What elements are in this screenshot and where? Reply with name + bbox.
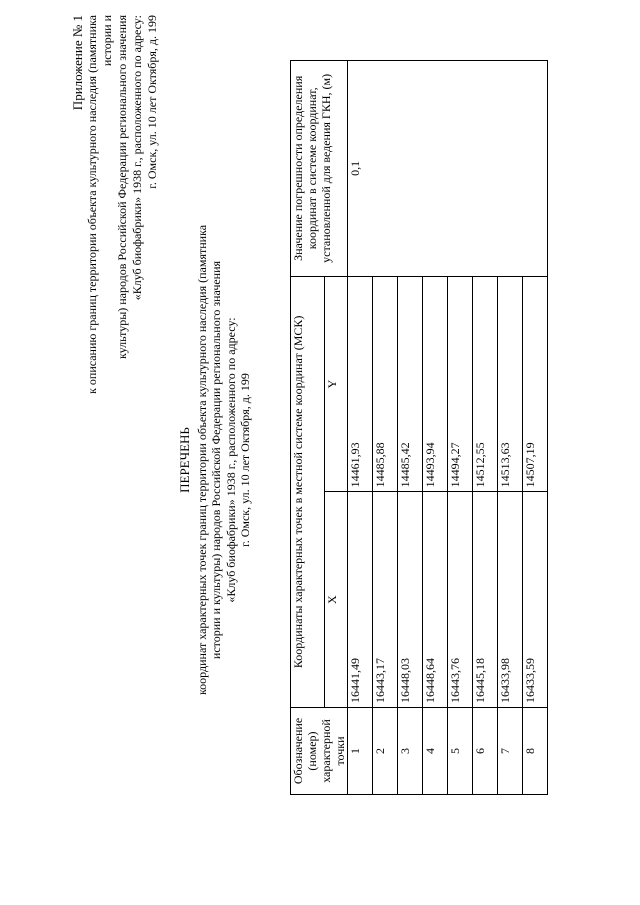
y-value: 14461,93 xyxy=(348,276,373,492)
point-number: 1 xyxy=(348,708,373,795)
coordinates-table xyxy=(290,60,548,795)
appendix-note xyxy=(70,15,160,425)
appendix-line: к описанию границ территории объекта культурного наследия (памятника истории и xyxy=(85,15,114,394)
x-column-header: X xyxy=(325,492,348,708)
heading-line: г. Омск, ул. 10 лет Октября, д. 199 xyxy=(238,373,252,547)
x-value: 16433,98 xyxy=(498,492,523,708)
table-row xyxy=(348,61,373,795)
point-column-header: Обозначение (номер) характерной точки xyxy=(291,708,348,795)
y-value: 14485,42 xyxy=(398,276,423,492)
point-number: 5 xyxy=(448,708,473,795)
appendix-number: Приложение № 1 xyxy=(70,15,85,111)
appendix-line: «Клуб биофабрики» 1938 г., расположенного по адресу: xyxy=(130,15,144,301)
y-column-header: Y xyxy=(325,276,348,492)
x-value: 16445,18 xyxy=(473,492,498,708)
heading-line: истории и культуры) народов Российской Федерации регионального значения xyxy=(209,260,223,660)
x-value: 16443,17 xyxy=(373,492,398,708)
point-number: 7 xyxy=(498,708,523,795)
heading-line: «Клуб биофабрики» 1938 г., расположенного по адресу: xyxy=(223,317,238,603)
y-value: 14493,94 xyxy=(423,276,448,492)
y-value: 14485,88 xyxy=(373,276,398,492)
table-header-row xyxy=(291,61,325,795)
document-heading xyxy=(178,155,253,765)
point-number: 8 xyxy=(523,708,548,795)
accuracy-value: 0,1 xyxy=(348,61,548,277)
y-value: 14507,19 xyxy=(523,276,548,492)
x-value: 16433,59 xyxy=(523,492,548,708)
point-number: 2 xyxy=(373,708,398,795)
point-number: 3 xyxy=(398,708,423,795)
x-value: 16443,76 xyxy=(448,492,473,708)
heading-title: ПЕРЕЧЕНЬ xyxy=(177,427,192,493)
accuracy-column-header: Значение погрешности определения координат в системе координат, установленной для ведения ГКН, (м) xyxy=(291,61,348,277)
point-number: 4 xyxy=(423,708,448,795)
appendix-line: культуры) народов Российской Федерации регионального значения xyxy=(115,15,129,360)
x-value: 16441,49 xyxy=(348,492,373,708)
heading-line: координат характерных точек границ территории объекта культурного наследия (памятника xyxy=(194,224,209,696)
coords-column-header: Координаты характерных точек в местной системе координат (МСК) xyxy=(291,276,325,707)
x-value: 16448,03 xyxy=(398,492,423,708)
appendix-line: г. Омск, ул. 10 лет Октября, д. 199 xyxy=(145,15,159,189)
x-value: 16448,64 xyxy=(423,492,448,708)
y-value: 14513,63 xyxy=(498,276,523,492)
y-value: 14494,27 xyxy=(448,276,473,492)
point-number: 6 xyxy=(473,708,498,795)
y-value: 14512,55 xyxy=(473,276,498,492)
